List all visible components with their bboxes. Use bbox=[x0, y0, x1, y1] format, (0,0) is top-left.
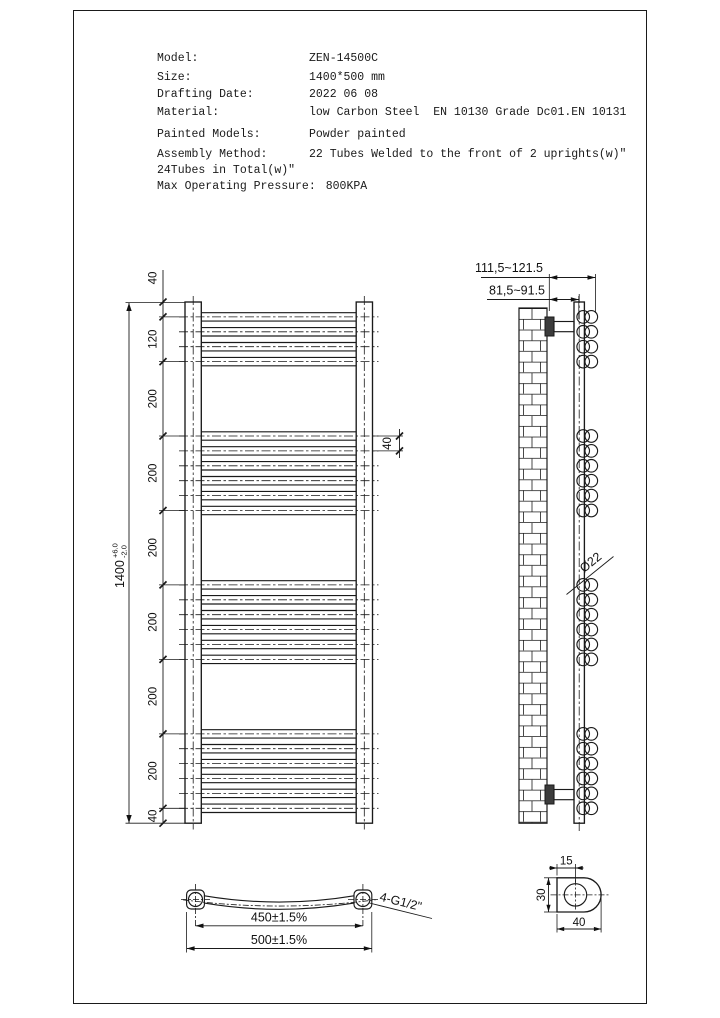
dim-section-width bbox=[557, 896, 601, 933]
tube-section-circle bbox=[585, 638, 598, 651]
chain-dim-label: 200 bbox=[147, 538, 160, 558]
tube-section-circle bbox=[585, 653, 598, 666]
tube-section-circle bbox=[585, 608, 598, 621]
overall-height-label: 1400 bbox=[113, 560, 127, 588]
tube-section-circle bbox=[585, 489, 598, 502]
section-depth-label: 30 bbox=[536, 888, 548, 902]
tube-section-circle bbox=[585, 445, 598, 458]
spec-label: 24Tubes in Total(w)" bbox=[157, 164, 296, 177]
tube-section-circle bbox=[585, 757, 598, 770]
spec-label: Painted Models: bbox=[157, 128, 261, 141]
connection-thread-label: 4-G1/2" bbox=[378, 889, 424, 914]
spec-value: 800KPA bbox=[325, 180, 368, 193]
chain-dim-label: 200 bbox=[147, 686, 160, 707]
chain-dim-label: 200 bbox=[147, 761, 160, 781]
spec-value: low Carbon Steel EN 10130 Grade Dc01.EN 10131 bbox=[309, 106, 627, 119]
wall-bracket-bottom bbox=[545, 785, 574, 804]
dim-port-centres bbox=[196, 911, 363, 929]
tube-section-circle bbox=[585, 430, 598, 443]
spec-value: 1400*500 mm bbox=[309, 71, 385, 84]
spec-label: Drafting Date: bbox=[157, 88, 254, 101]
dim-overall-height bbox=[111, 303, 186, 824]
tube-diameter-label: Ø22 bbox=[577, 549, 605, 576]
tube-section-circle bbox=[585, 355, 598, 368]
spec-label: Assembly Method: bbox=[157, 148, 268, 161]
front-tube-array bbox=[179, 313, 379, 813]
tube-section-circle bbox=[585, 326, 598, 339]
tube-section-circle bbox=[585, 594, 598, 607]
tube-section-circle bbox=[585, 802, 598, 815]
section-view bbox=[536, 856, 609, 933]
tube-section-circle bbox=[585, 504, 598, 517]
bottom-view bbox=[181, 884, 432, 953]
spec-value: ZEN-14500C bbox=[309, 52, 379, 65]
chain-dim-label: 40 bbox=[147, 271, 160, 285]
chain-dim-label: 40 bbox=[147, 809, 160, 823]
curved-tube-wall bbox=[204, 896, 354, 902]
tube-section-circle bbox=[585, 340, 598, 353]
wall-to-tube-label: 111,5~121.5 bbox=[474, 261, 543, 275]
front-view bbox=[111, 270, 404, 830]
tube-section-circle bbox=[585, 787, 598, 800]
spec-label: Size: bbox=[157, 71, 192, 84]
tube-section-circle bbox=[585, 579, 598, 592]
spec-value: Powder painted bbox=[309, 128, 406, 141]
spec-label: Model: bbox=[157, 52, 199, 65]
side-view bbox=[475, 261, 614, 831]
tube-section-circle bbox=[585, 742, 598, 755]
tube-section-circle bbox=[585, 460, 598, 473]
tube-section-circle bbox=[585, 728, 598, 741]
tolerance-minus: -2.0 bbox=[119, 545, 129, 558]
dim-connection-thread bbox=[370, 890, 433, 919]
chain-dim-label: 200 bbox=[147, 463, 160, 483]
section-offset-label: 15 bbox=[559, 855, 573, 868]
chain-dim-label: 120 bbox=[147, 329, 160, 349]
chain-dim-label: 200 bbox=[147, 389, 160, 409]
section-width-label: 40 bbox=[572, 917, 586, 929]
spec-value: 22 Tubes Welded to the front of 2 uprights(w)" bbox=[309, 148, 627, 161]
overall-width-label: 500±1.5% bbox=[250, 933, 308, 947]
tube-section-circle bbox=[585, 474, 598, 487]
tube-section-circle bbox=[585, 623, 598, 636]
tube-section-circle bbox=[585, 772, 598, 785]
dim-tube-pitch bbox=[373, 429, 404, 458]
wall-section bbox=[519, 308, 547, 823]
spec-label: Material: bbox=[157, 106, 220, 119]
wall-bracket-top bbox=[545, 317, 574, 336]
dim-chain bbox=[148, 270, 186, 827]
curved-tube-centerline bbox=[183, 900, 376, 906]
tube-pitch-label: 40 bbox=[382, 437, 394, 450]
tolerance-plus: +6.0 bbox=[110, 543, 120, 558]
chain-dim-label: 200 bbox=[147, 612, 160, 632]
port-centres-label: 450±1.5% bbox=[250, 910, 308, 925]
spec-value: 2022 06 08 bbox=[309, 88, 379, 101]
spec-label: Max Operating Pressure: bbox=[157, 180, 316, 193]
wall-to-upright-label: 81,5~91.5 bbox=[489, 283, 545, 298]
